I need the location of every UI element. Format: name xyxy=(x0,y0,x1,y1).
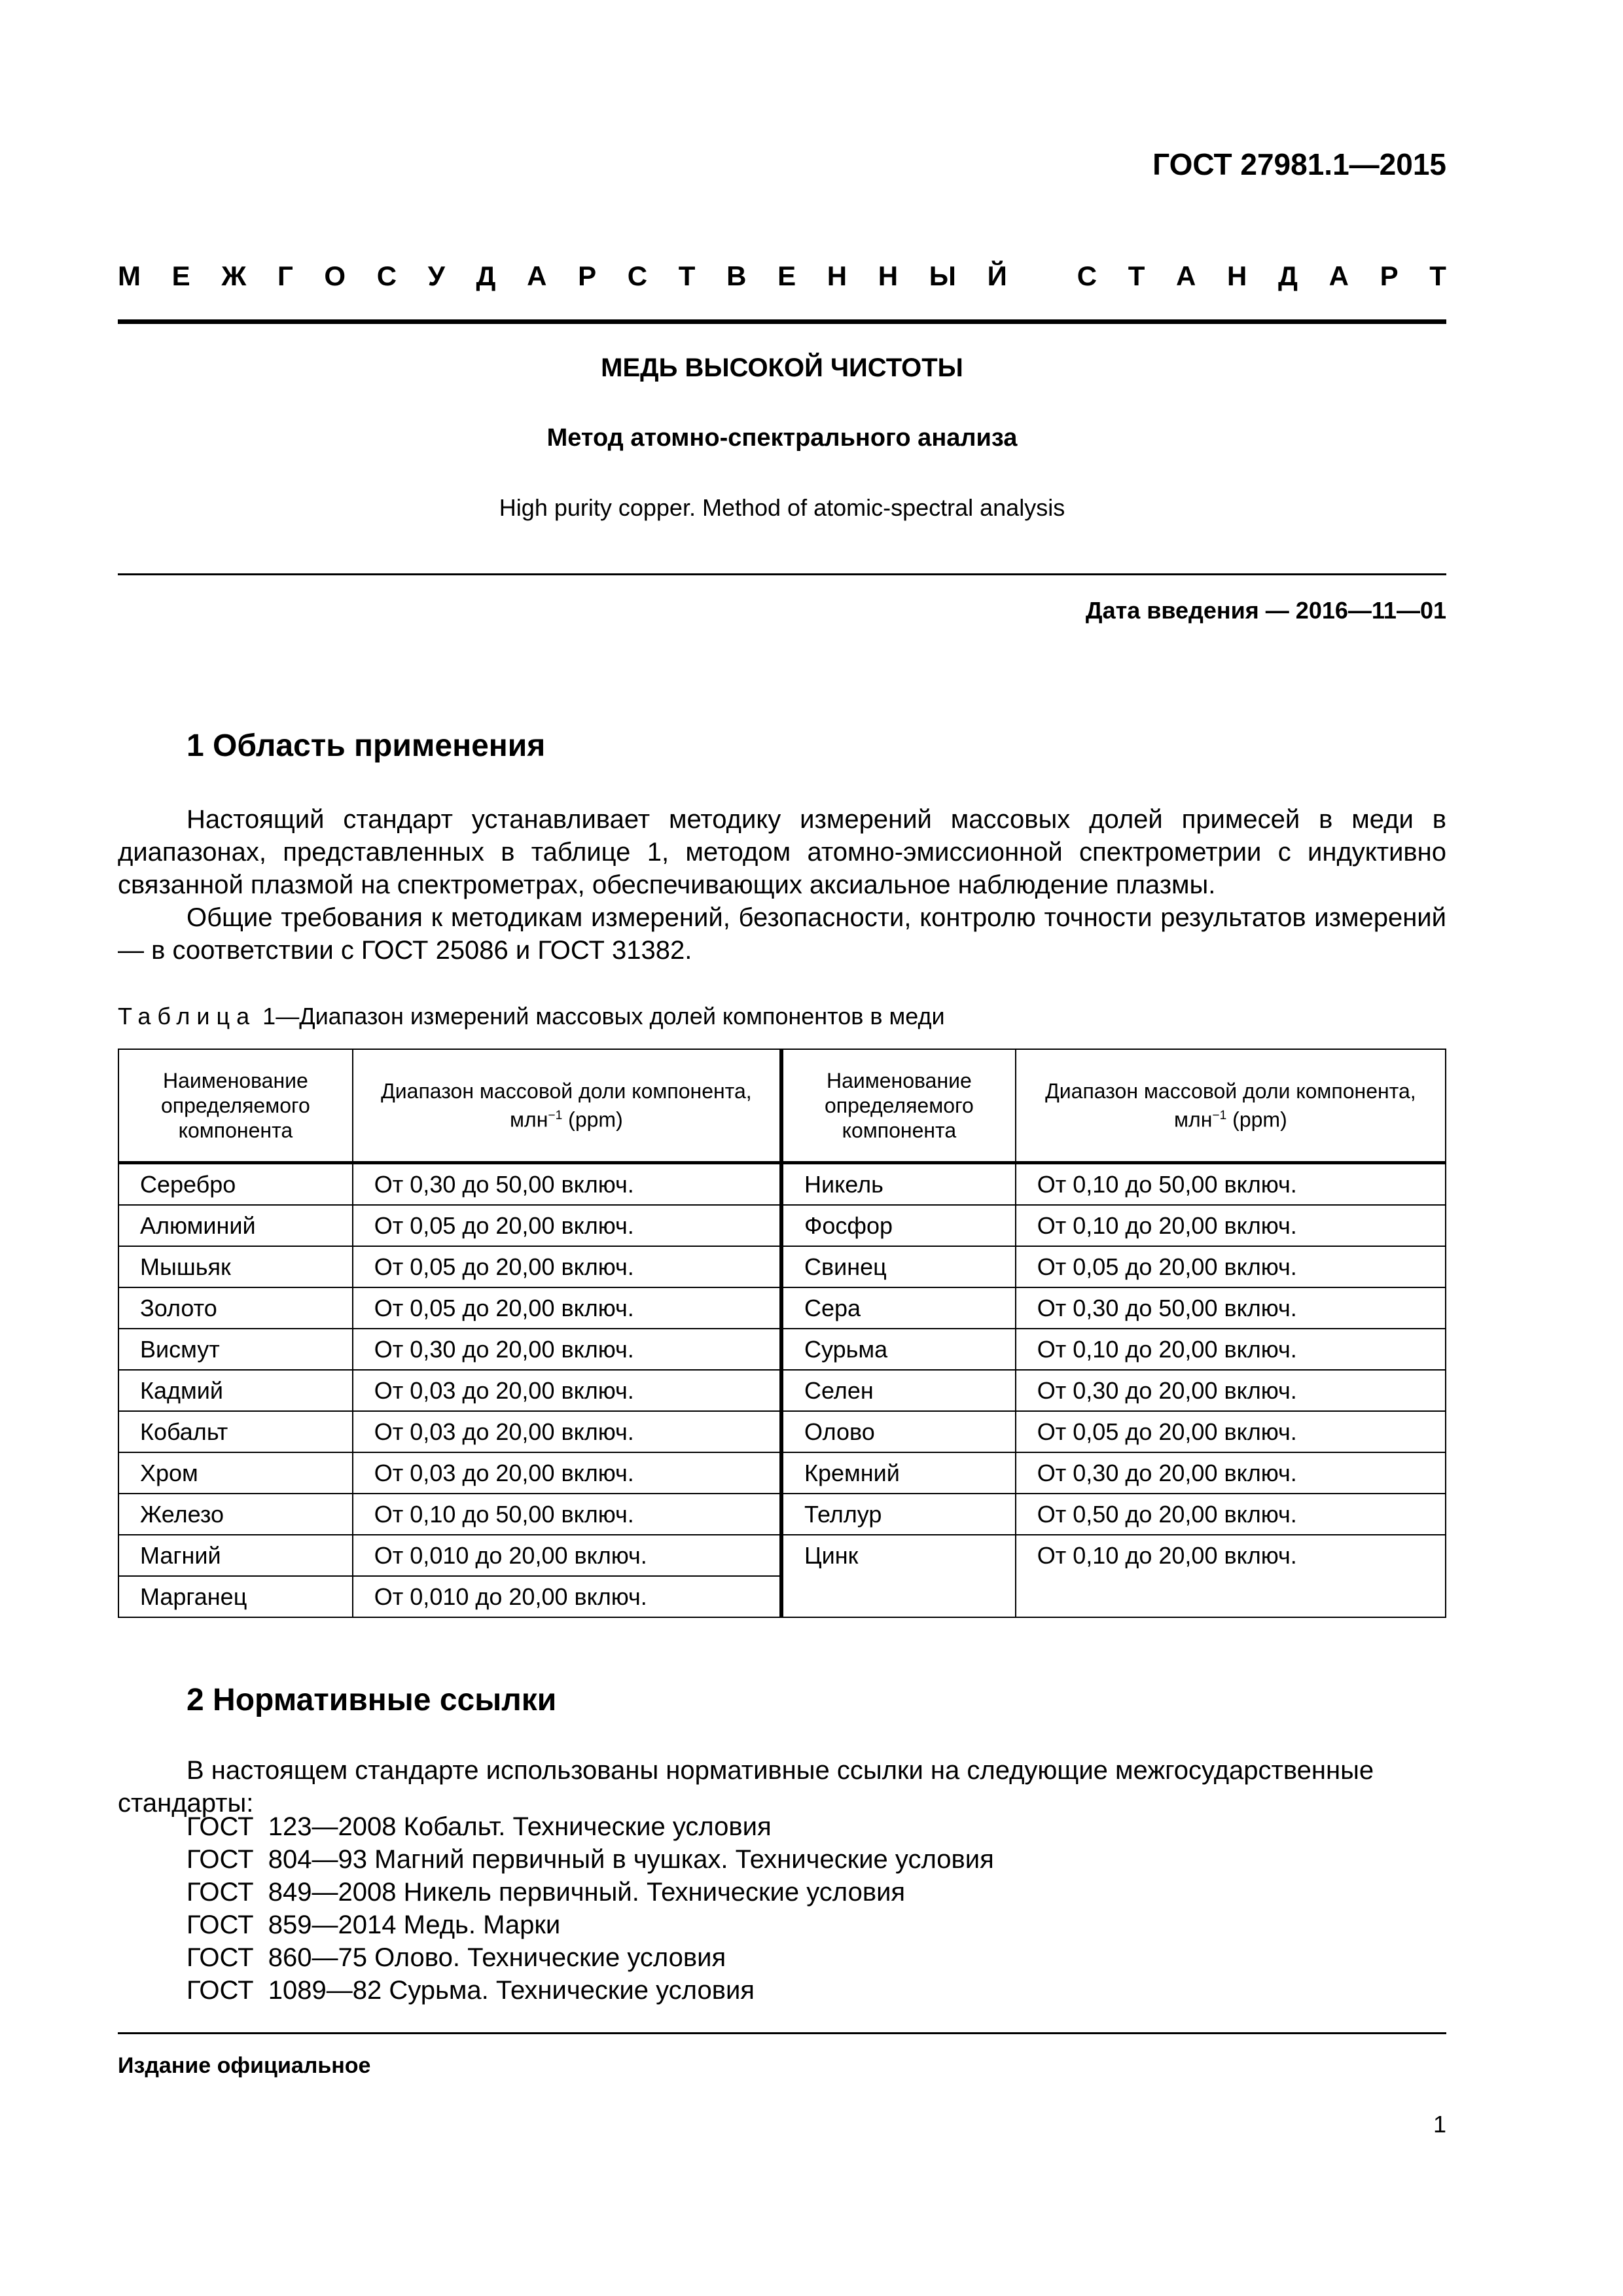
header-rule xyxy=(118,319,1446,324)
component-name-left: Марганец xyxy=(118,1576,353,1617)
banner-letter: С xyxy=(627,260,648,291)
component-range-right: От 0,30 до 50,00 включ. xyxy=(1016,1287,1446,1329)
banner-letter: Р xyxy=(1380,260,1399,291)
component-range-right: От 0,10 до 20,00 включ. xyxy=(1016,1535,1446,1617)
component-range-right: От 0,50 до 20,00 включ. xyxy=(1016,1494,1446,1535)
section-1-paragraph-1: Настоящий стандарт устанавливает методику измерений массовых долей примесей в меди в диапазонах, представленных в таблице 1, методом атомно-эмиссионной спектрометрии с индуктивно связанной плазмой на спектрометрах, обеспечивающих аксиальное наблюдение плазмы. xyxy=(118,805,1446,899)
table-caption-text: 1—Диапазон измерений массовых долей компонентов в меди xyxy=(262,1003,945,1030)
component-name-right: Олово xyxy=(781,1411,1016,1452)
header-range-unit: (ppm) xyxy=(568,1107,623,1132)
header-component-name-right: Наименование определяемого компонента xyxy=(781,1049,1016,1163)
edition-label: Издание официальное xyxy=(118,2053,371,2078)
component-name-right: Кремний xyxy=(781,1452,1016,1494)
component-name-left: Кобальт xyxy=(118,1411,353,1452)
table-header-row xyxy=(118,1049,1446,1163)
component-name-right: Свинец xyxy=(781,1246,1016,1287)
banner-letter: М xyxy=(118,260,141,291)
reference-item: ГОСТ 1089—82 Сурьма. Технические условия xyxy=(187,1976,755,2005)
banner-letter: А xyxy=(1329,260,1349,291)
section-1-heading: 1 Область применения xyxy=(187,728,546,763)
reference-item: ГОСТ 859—2014 Медь. Марки xyxy=(187,1910,561,1939)
component-range-left: От 0,03 до 20,00 включ. xyxy=(353,1370,781,1411)
banner-letter: А xyxy=(527,260,547,291)
banner-letter: Й xyxy=(987,260,1007,291)
banner-letter: Т xyxy=(1128,260,1145,291)
component-name-right: Фосфор xyxy=(781,1205,1016,1246)
component-range-left: От 0,30 до 20,00 включ. xyxy=(353,1329,781,1370)
table-row xyxy=(118,1163,1446,1206)
header-range-text: Диапазон массовой доли компонента, млн xyxy=(381,1079,752,1132)
table-row xyxy=(118,1494,1446,1535)
component-range-right: От 0,10 до 50,00 включ. xyxy=(1016,1163,1446,1206)
component-range-left: От 0,010 до 20,00 включ. xyxy=(353,1535,781,1576)
header-range-sup: −1 xyxy=(548,1109,563,1123)
reference-item: ГОСТ 849—2008 Никель первичный. Технические условия xyxy=(187,1878,906,1907)
table-row xyxy=(118,1246,1446,1287)
table-caption-word: Таблица xyxy=(118,1003,257,1030)
banner-letter: Н xyxy=(1227,260,1247,291)
banner-letter: Д xyxy=(476,260,496,291)
document-title-english: High purity copper. Method of atomic-spectral analysis xyxy=(499,494,1065,521)
component-range-right: От 0,10 до 20,00 включ. xyxy=(1016,1329,1446,1370)
component-name-right: Сера xyxy=(781,1287,1016,1329)
header-range-unit: (ppm) xyxy=(1232,1107,1287,1132)
banner-letter: Е xyxy=(171,260,190,291)
component-range-right: От 0,05 до 20,00 включ. xyxy=(1016,1246,1446,1287)
section-1-paragraph-2: Общие требования к методикам измерений, безопасности, контролю точности результатов измерений — в соответствии с ГОСТ 25086 и ГОСТ 31382. xyxy=(118,903,1446,965)
component-range-right: От 0,05 до 20,00 включ. xyxy=(1016,1411,1446,1452)
component-name-left: Висмут xyxy=(118,1329,353,1370)
component-range-right: От 0,30 до 20,00 включ. xyxy=(1016,1452,1446,1494)
component-name-right: Цинк xyxy=(781,1535,1016,1617)
table-row xyxy=(118,1287,1446,1329)
component-range-left: От 0,05 до 20,00 включ. xyxy=(353,1205,781,1246)
header-range-sup: −1 xyxy=(1212,1109,1227,1123)
component-name-right: Теллур xyxy=(781,1494,1016,1535)
banner-letter: С xyxy=(1077,260,1097,291)
banner-letter: С xyxy=(376,260,397,291)
table-row xyxy=(118,1370,1446,1411)
banner-letter: Ы xyxy=(929,260,956,291)
banner-letter: Е xyxy=(777,260,796,291)
reference-item: ГОСТ 804—93 Магний первичный в чушках. Технические условия xyxy=(187,1845,994,1874)
banner-letter: О xyxy=(324,260,346,291)
table-1-caption xyxy=(118,1003,945,1030)
banner-letter: Р xyxy=(578,260,597,291)
title-rule xyxy=(118,573,1446,575)
reference-item: ГОСТ 123—2008 Кобальт. Технические условия xyxy=(187,1812,772,1841)
section-2-heading: 2 Нормативные ссылки xyxy=(187,1683,557,1717)
header-range-left xyxy=(353,1049,781,1163)
component-range-left: От 0,30 до 50,00 включ. xyxy=(353,1163,781,1206)
banner-letter: Н xyxy=(827,260,847,291)
document-title: МЕДЬ ВЫСОКОЙ ЧИСТОТЫ xyxy=(601,353,963,382)
banner-letter: В xyxy=(726,260,747,291)
component-range-left: От 0,10 до 50,00 включ. xyxy=(353,1494,781,1535)
banner-letter xyxy=(1038,260,1046,292)
component-name-left: Золото xyxy=(118,1287,353,1329)
section-2-intro: В настоящем стандарте использованы нормативные ссылки на следующие межгосударственные стандарты: xyxy=(118,1756,1374,1818)
header-component-name-left: Наименование определяемого компонента xyxy=(118,1049,353,1163)
component-name-right: Селен xyxy=(781,1370,1016,1411)
component-name-left: Кадмий xyxy=(118,1370,353,1411)
component-range-left: От 0,05 до 20,00 включ. xyxy=(353,1287,781,1329)
component-range-left: От 0,010 до 20,00 включ. xyxy=(353,1576,781,1617)
intro-date: Дата введения — 2016—11—01 xyxy=(1085,597,1446,624)
component-range-left: От 0,03 до 20,00 включ. xyxy=(353,1452,781,1494)
banner-letter: А xyxy=(1176,260,1196,291)
table-row xyxy=(118,1535,1446,1576)
standard-code: ГОСТ 27981.1—2015 xyxy=(1152,147,1446,181)
banner-letter: У xyxy=(427,260,445,291)
header-range-right xyxy=(1016,1049,1446,1163)
component-name-left: Мышьяк xyxy=(118,1246,353,1287)
component-range-right: От 0,30 до 20,00 включ. xyxy=(1016,1370,1446,1411)
component-name-left: Магний xyxy=(118,1535,353,1576)
table-row xyxy=(118,1329,1446,1370)
banner-letter: Т xyxy=(1429,260,1446,291)
component-range-right: От 0,10 до 20,00 включ. xyxy=(1016,1205,1446,1246)
component-name-right: Сурьма xyxy=(781,1329,1016,1370)
component-range-left: От 0,05 до 20,00 включ. xyxy=(353,1246,781,1287)
component-range-left: От 0,03 до 20,00 включ. xyxy=(353,1411,781,1452)
reference-item: ГОСТ 860—75 Олово. Технические условия xyxy=(187,1943,726,1972)
header-range-text: Диапазон массовой доли компонента, млн xyxy=(1045,1079,1416,1132)
component-name-right: Никель xyxy=(781,1163,1016,1206)
table-1-ranges xyxy=(118,1049,1446,1618)
table-row xyxy=(118,1411,1446,1452)
banner-letter: Г xyxy=(277,260,293,291)
banner-letter: Т xyxy=(678,260,696,291)
component-name-left: Серебро xyxy=(118,1163,353,1206)
interstate-standard-banner xyxy=(118,260,1446,292)
document-subtitle: Метод атомно-спектрального анализа xyxy=(546,424,1018,452)
component-name-left: Алюминий xyxy=(118,1205,353,1246)
footer-rule xyxy=(118,2032,1446,2034)
component-name-left: Хром xyxy=(118,1452,353,1494)
banner-letter: Д xyxy=(1278,260,1298,291)
component-name-left: Железо xyxy=(118,1494,353,1535)
page-number: 1 xyxy=(1433,2111,1446,2138)
table-row xyxy=(118,1205,1446,1246)
banner-letter: Н xyxy=(878,260,899,291)
normative-references-list xyxy=(187,1810,994,2007)
table-row xyxy=(118,1452,1446,1494)
banner-letter: Ж xyxy=(221,260,247,291)
